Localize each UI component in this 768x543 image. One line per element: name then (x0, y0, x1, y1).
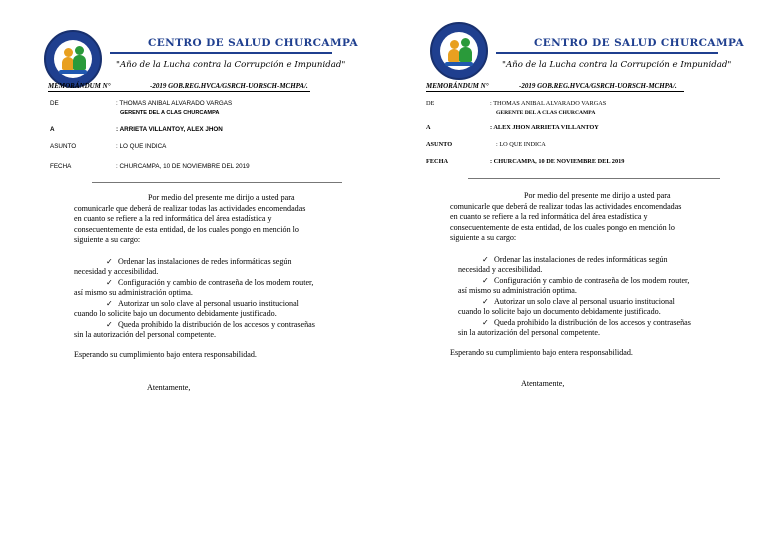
bullet-item: ✓ Ordenar las instalaciones de redes informáticas según (106, 256, 292, 266)
de-label: DE (50, 100, 59, 107)
motto: "Año de la Lucha contra la Corrupción e Impunidad" (116, 60, 346, 70)
intro-line: en cuanto se refiere a la red informática del área estadística y (450, 212, 648, 221)
title-rule (110, 52, 332, 54)
fecha-value: : CHURCAMPA, 10 DE NOVIEMBRE DEL 2019 (490, 158, 625, 165)
memo-underline (426, 91, 684, 92)
institution-title: CENTRO DE SALUD CHURCAMPA (534, 37, 745, 49)
asunto-value: : LO QUE INDICA (496, 141, 546, 148)
de-value: : THOMAS ANIBAL ALVARADO VARGAS (490, 100, 607, 107)
fecha-label: FECHA (50, 163, 72, 170)
signoff: Atentamente, (147, 383, 191, 392)
header-separator (92, 182, 342, 183)
fecha-label: FECHA (426, 158, 449, 165)
memo-body (74, 193, 380, 360)
intro-line: siguiente a su cargo: (74, 235, 141, 244)
checkmark-icon: ✓ (106, 319, 113, 329)
checkmark-icon: ✓ (106, 277, 113, 287)
bullet-continuation: necesidad y accesibilidad. (458, 265, 543, 274)
de-label: DE (426, 100, 435, 107)
checkmark-icon: ✓ (106, 298, 113, 308)
bullet-item: ✓ Queda prohibido la distribución de los accesos y contraseñas (482, 317, 691, 327)
de-value: : THOMAS ANIBAL ALVARADO VARGAS (116, 100, 233, 107)
intro-line: consecuentemente de esta entidad, de los cuales pongo en mención lo (450, 222, 675, 232)
intro-line: comunicarle que deberá de realizar todas las actividades encomendadas (450, 201, 682, 211)
bullet-item: ✓ Ordenar las instalaciones de redes informáticas según (482, 254, 668, 264)
memo-number: -2019 GOB.REG.HVCA/GSRCH-UORSCH-MCHPA/. (519, 82, 677, 90)
a-value: : ARRIETA VILLANTOY, ALEX JHON (116, 126, 223, 133)
intro-line: comunicarle que deberá de realizar todas las actividades encomendadas (74, 203, 306, 213)
memo-number: -2019 GOB.REG.HVCA/GSRCH-UORSCH-MCHPA/. (150, 82, 308, 90)
bullet-item: ✓ Configuración y cambio de contraseña de los modem router, (482, 275, 690, 285)
bullet-continuation: así mismo su administración optima. (74, 288, 193, 297)
health-center-logo-icon (430, 22, 488, 80)
asunto-label: ASUNTO (50, 143, 77, 150)
memo-body (450, 191, 766, 358)
de-subtitle: GERENTE DEL A CLAS CHURCAMPA (496, 110, 596, 116)
health-center-logo-icon (44, 30, 102, 88)
memo-number-line (48, 82, 318, 90)
checkmark-icon: ✓ (482, 275, 489, 285)
checkmark-icon: ✓ (482, 317, 489, 327)
memo-label: MEMORÁNDUM N° (426, 82, 489, 90)
bullet-item: ✓ Queda prohibido la distribución de los accesos y contraseñas (106, 319, 315, 329)
memo-label: MEMORÁNDUM N° (48, 82, 111, 90)
a-value: : ALEX JHON ARRIETA VILLANTOY (490, 124, 599, 131)
bullet-continuation: sin la autorización del personal competente. (74, 330, 217, 339)
asunto-label: ASUNTO (426, 141, 453, 148)
fecha-value: : CHURCAMPA, 10 DE NOVIEMBRE DEL 2019 (116, 163, 250, 170)
intro-line: en cuanto se refiere a la red informática del área estadística y (74, 214, 272, 223)
closing-line: Esperando su cumplimiento bajo entera responsabilidad. (450, 347, 633, 357)
header-separator (468, 178, 720, 179)
bullet-item: ✓ Configuración y cambio de contraseña de los modem router, (106, 277, 314, 287)
intro-line: siguiente a su cargo: (450, 233, 517, 242)
memo-right (384, 0, 768, 543)
asunto-value: : LO QUE INDICA (116, 143, 167, 150)
closing-line: Esperando su cumplimiento bajo entera responsabilidad. (74, 349, 257, 359)
institution-title: CENTRO DE SALUD CHURCAMPA (148, 37, 359, 49)
memo-underline (48, 91, 310, 92)
memo-number-line (426, 82, 696, 90)
de-subtitle: GERENTE DEL A CLAS CHURCAMPA (120, 110, 220, 116)
bullet-continuation: sin la autorización del personal competente. (458, 328, 601, 337)
bullet-item: ✓ Autorizar un solo clave al personal usuario institucional (482, 296, 675, 306)
motto: "Año de la Lucha contra la Corrupción e Impunidad" (502, 60, 732, 70)
a-label: A (426, 124, 431, 131)
checkmark-icon: ✓ (482, 254, 489, 264)
title-rule (496, 52, 718, 54)
intro-line: Por medio del presente me dirijo a usted para (524, 191, 671, 200)
bullet-continuation: cuando lo solicite bajo un documento debidamente justificado. (74, 309, 277, 318)
bullet-item: ✓ Autorizar un solo clave al personal usuario institucional (106, 298, 299, 308)
checkmark-icon: ✓ (482, 296, 489, 306)
bullet-continuation: cuando lo solicite bajo un documento debidamente justificado. (458, 307, 661, 316)
checkmark-icon: ✓ (106, 256, 113, 266)
intro-line: Por medio del presente me dirijo a usted para (148, 193, 295, 202)
a-label: A (50, 126, 55, 133)
intro-line: consecuentemente de esta entidad, de los cuales pongo en mención lo (74, 224, 299, 234)
bullet-continuation: necesidad y accesibilidad. (74, 267, 159, 276)
signoff: Atentamente, (521, 379, 565, 388)
bullet-continuation: así mismo su administración optima. (458, 286, 577, 295)
